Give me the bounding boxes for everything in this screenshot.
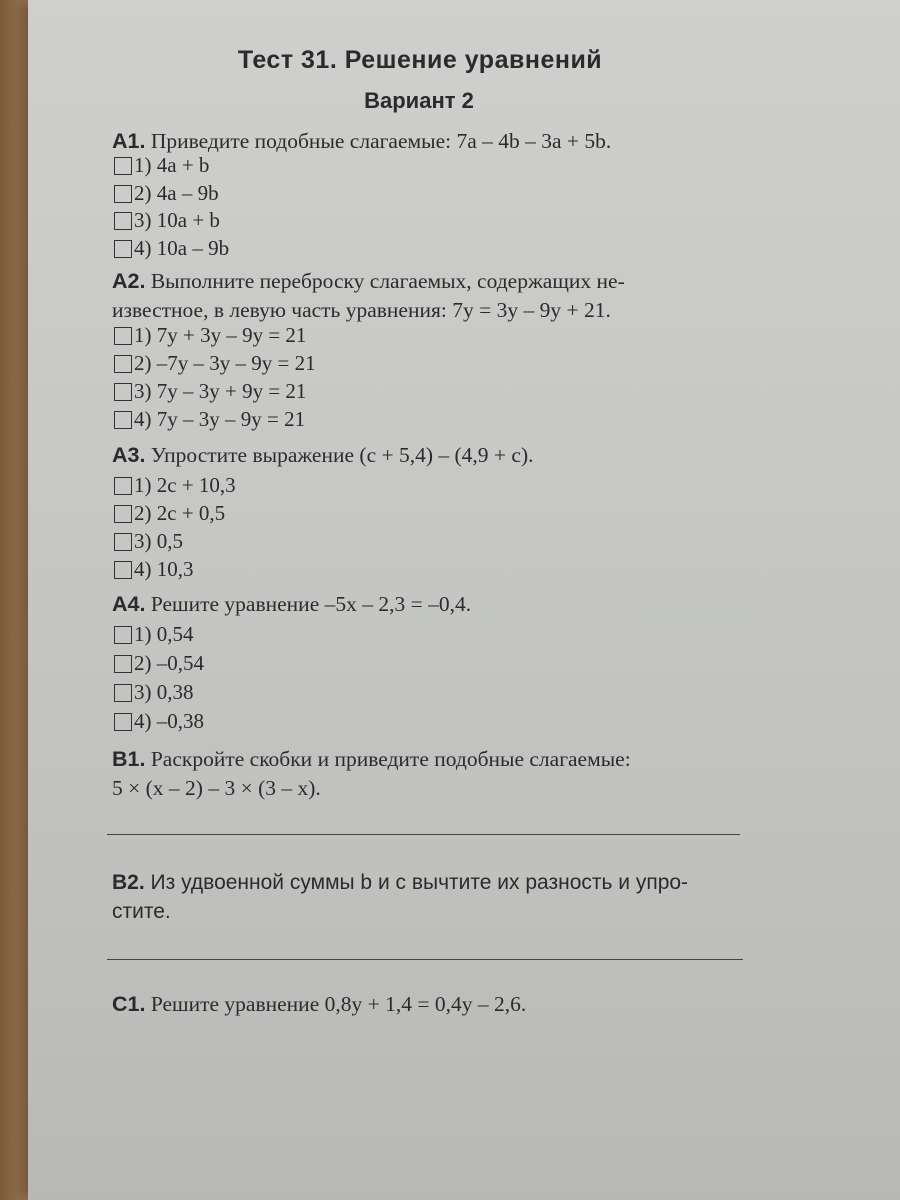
question-text-line1: Выполните переброску слагаемых, содержащих не- bbox=[150, 269, 625, 293]
option-label: 1) 2c + 10,3 bbox=[134, 473, 236, 497]
checkbox[interactable] bbox=[114, 240, 132, 258]
question-a4 bbox=[112, 590, 742, 619]
question-text-line1: Из удвоенной суммы b и c вычтите их разность и упро- bbox=[150, 871, 689, 894]
question-label: A1. bbox=[112, 129, 146, 153]
checkbox[interactable] bbox=[114, 355, 132, 373]
checkbox[interactable] bbox=[114, 185, 132, 203]
option-label: 2) 4a – 9b bbox=[134, 181, 219, 205]
question-text-line1: Раскройте скобки и приведите подобные слагаемые: bbox=[150, 747, 631, 771]
question-text: Приведите подобные слагаемые: 7a – 4b – 3a + 5b. bbox=[150, 129, 612, 153]
question-text-line2: известное, в левую часть уравнения: 7y = 3y – 9y + 21. bbox=[112, 298, 611, 322]
option-a3-2[interactable] bbox=[114, 500, 225, 526]
option-label: 4) 10,3 bbox=[134, 557, 194, 581]
option-label: 2) –7y – 3y – 9y = 21 bbox=[134, 351, 316, 375]
option-a4-2[interactable] bbox=[114, 650, 204, 676]
option-a2-4[interactable] bbox=[114, 406, 305, 432]
option-a3-3[interactable] bbox=[114, 528, 183, 554]
option-a3-1[interactable] bbox=[114, 472, 236, 498]
option-label: 3) 10a + b bbox=[134, 208, 220, 232]
option-a3-4[interactable] bbox=[114, 556, 194, 582]
option-a1-4[interactable] bbox=[114, 235, 229, 261]
option-a2-2[interactable] bbox=[114, 350, 316, 376]
question-label: A2. bbox=[112, 269, 146, 293]
question-a2 bbox=[112, 267, 742, 325]
question-label: B2. bbox=[112, 871, 145, 894]
checkbox[interactable] bbox=[114, 383, 132, 401]
question-label: B1. bbox=[112, 747, 146, 771]
question-label: A4. bbox=[112, 592, 146, 616]
checkbox[interactable] bbox=[114, 212, 132, 230]
option-label: 3) 0,38 bbox=[134, 680, 194, 704]
answer-line-b2[interactable] bbox=[107, 959, 743, 960]
checkbox[interactable] bbox=[114, 561, 132, 579]
option-label: 3) 0,5 bbox=[134, 529, 183, 553]
option-a2-1[interactable] bbox=[114, 322, 306, 348]
question-b2 bbox=[112, 868, 752, 926]
option-label: 4) 10a – 9b bbox=[134, 236, 230, 260]
option-a4-4[interactable] bbox=[114, 708, 204, 734]
checkbox[interactable] bbox=[114, 327, 132, 345]
option-label: 4) 7y – 3y – 9y = 21 bbox=[134, 407, 306, 431]
checkbox[interactable] bbox=[114, 626, 132, 644]
checkbox[interactable] bbox=[114, 477, 132, 495]
option-a4-1[interactable] bbox=[114, 621, 194, 647]
question-text-line2: стите. bbox=[112, 900, 171, 923]
question-text: Решите уравнение –5x – 2,3 = –0,4. bbox=[150, 592, 472, 616]
option-label: 1) 0,54 bbox=[134, 622, 194, 646]
checkbox[interactable] bbox=[114, 655, 132, 673]
checkbox[interactable] bbox=[114, 157, 132, 175]
question-label: A3. bbox=[112, 443, 146, 467]
option-a2-3[interactable] bbox=[114, 378, 306, 404]
option-a1-3[interactable] bbox=[114, 207, 220, 233]
question-a3 bbox=[112, 441, 742, 470]
question-label: C1. bbox=[112, 992, 146, 1016]
option-label: 4) –0,38 bbox=[134, 709, 204, 733]
checkbox[interactable] bbox=[114, 684, 132, 702]
option-a1-2[interactable] bbox=[114, 180, 219, 206]
option-label: 2) 2c + 0,5 bbox=[134, 501, 226, 525]
checkbox[interactable] bbox=[114, 505, 132, 523]
option-a1-1[interactable] bbox=[114, 152, 209, 178]
question-c1 bbox=[112, 990, 752, 1019]
variant-title: Вариант 2 bbox=[364, 88, 474, 113]
option-label: 3) 7y – 3y + 9y = 21 bbox=[134, 379, 307, 403]
checkbox[interactable] bbox=[114, 713, 132, 731]
question-text-line2: 5 × (x – 2) – 3 × (3 – x). bbox=[112, 776, 321, 800]
checkbox[interactable] bbox=[114, 533, 132, 551]
checkbox[interactable] bbox=[114, 411, 132, 429]
question-b1 bbox=[112, 745, 752, 803]
option-label: 2) –0,54 bbox=[134, 651, 204, 675]
option-label: 1) 4a + b bbox=[134, 153, 210, 177]
test-title: Тест 31. Решение уравнений bbox=[237, 46, 603, 74]
answer-line-b1[interactable] bbox=[107, 834, 740, 835]
option-a4-3[interactable] bbox=[114, 679, 194, 705]
option-label: 1) 7y + 3y – 9y = 21 bbox=[134, 323, 307, 347]
question-text: Упростите выражение (c + 5,4) – (4,9 + c). bbox=[150, 443, 534, 467]
question-text: Решите уравнение 0,8y + 1,4 = 0,4y – 2,6. bbox=[150, 992, 527, 1016]
